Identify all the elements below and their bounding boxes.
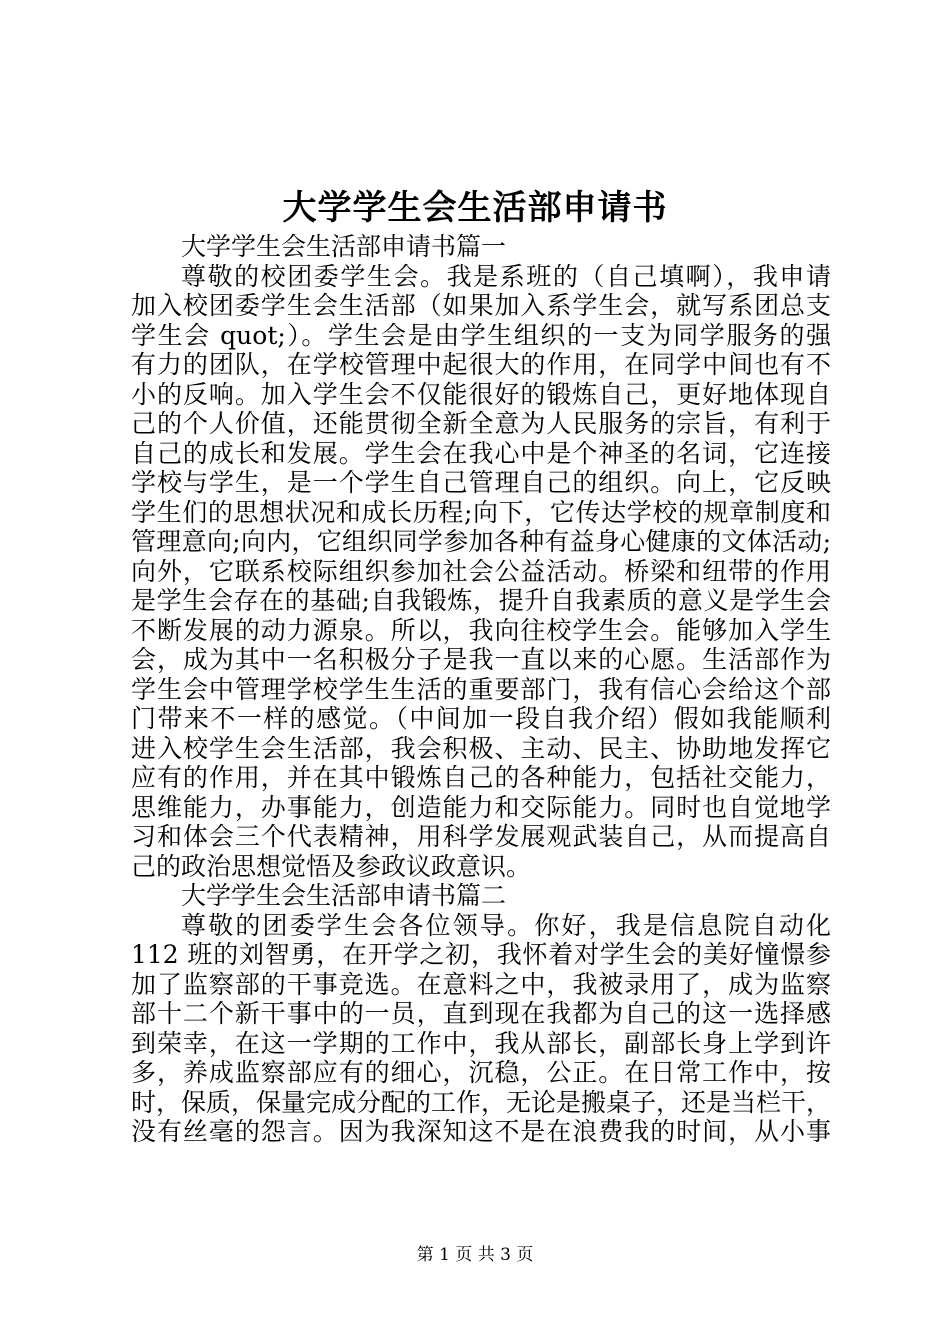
text-line: 尊敬的校团委学生会。我是系班的（自己填啊），我申请 [181, 261, 831, 291]
text-line: 思维能力，办事能力，创造能力和交际能力。同时也自觉地学 [131, 792, 831, 822]
document-title: 大学学生会生活部申请书 [282, 188, 668, 228]
text-line: 加入校团委学生会生活部（如果加入系学生会，就写系团总支 [131, 291, 831, 320]
text-line: 不断发展的动力源泉。所以，我向往校学生会。能够加入学生 [131, 615, 831, 645]
text-line: 管理意向;向内，它组织同学参加各种有益身心健康的文体活动; [131, 527, 831, 556]
text-line: 学生们的思想状况和成长历程;向下，它传达学校的规章制度和 [131, 497, 831, 527]
text-line: 向外，它联系校际组织参加社会公益活动。桥梁和纽带的作用 [131, 556, 831, 586]
text-line: 应有的作用，并在其中锻炼自己的各种能力，包括社交能力， [131, 763, 831, 792]
section-heading: 大学学生会生活部申请书篇一 [181, 232, 507, 261]
text-line: 112 班的刘智勇，在开学之初，我怀着对学生会的美好憧憬参 [131, 940, 831, 969]
document-body [131, 232, 831, 1147]
text-line: 会，成为其中一名积极分子是我一直以来的心愿。生活部作为 [131, 645, 831, 674]
text-line: 没有丝毫的怨言。因为我深知这不是在浪费我的时间，从小事 [131, 1117, 831, 1146]
text-line: 小的反响。加入学生会不仅能很好的锻炼自己，更好地体现自 [131, 379, 831, 409]
text-line: 学生会 quot;）。学生会是由学生组织的一支为同学服务的强 [131, 320, 831, 350]
text-line: 时，保质，保量完成分配的工作，无论是搬桌子，还是当栏干， [131, 1087, 832, 1117]
text-line: 习和体会三个代表精神，用科学发展观武装自己，从而提高自 [131, 822, 831, 851]
section-heading: 大学学生会生活部申请书篇二 [181, 881, 507, 910]
text-line: 己的政治思想觉悟及参政议政意识。 [131, 851, 532, 881]
text-line: 是学生会存在的基础;自我锻炼，提升自我素质的意义是学生会 [131, 586, 831, 615]
text-line: 学生会中管理学校学生生活的重要部门，我有信心会给这个部 [131, 674, 831, 704]
text-line: 自己的成长和发展。学生会在我心中是个神圣的名词，它连接 [131, 438, 831, 468]
text-line: 己的个人价值，还能贯彻全新全意为人民服务的宗旨，有利于 [131, 409, 831, 438]
text-line: 到荣幸，在这一学期的工作中，我从部长，副部长身上学到许 [131, 1028, 831, 1058]
text-line: 进入校学生会生活部，我会积极、主动、民主、协助地发挥它 [131, 733, 831, 763]
text-line: 有力的团队，在学校管理中起很大的作用，在同学中间也有不 [131, 350, 831, 379]
text-line: 加了监察部的干事竞选。在意料之中，我被录用了，成为监察 [131, 969, 831, 999]
text-line: 门带来不一样的感觉。（中间加一段自我介绍）假如我能顺利 [131, 704, 831, 733]
text-line: 学校与学生，是一个学生自己管理自己的组织。向上，它反映 [131, 468, 831, 497]
text-line: 部十二个新干事中的一员，直到现在我都为自己的这一选择感 [131, 999, 831, 1028]
text-line: 多，养成监察部应有的细心，沉稳，公正。在日常工作中，按 [131, 1058, 831, 1087]
text-line: 尊敬的团委学生会各位领导。你好，我是信息院自动化 [181, 910, 831, 940]
page-footer: 第 1 页 共 3 页 [416, 1245, 534, 1265]
